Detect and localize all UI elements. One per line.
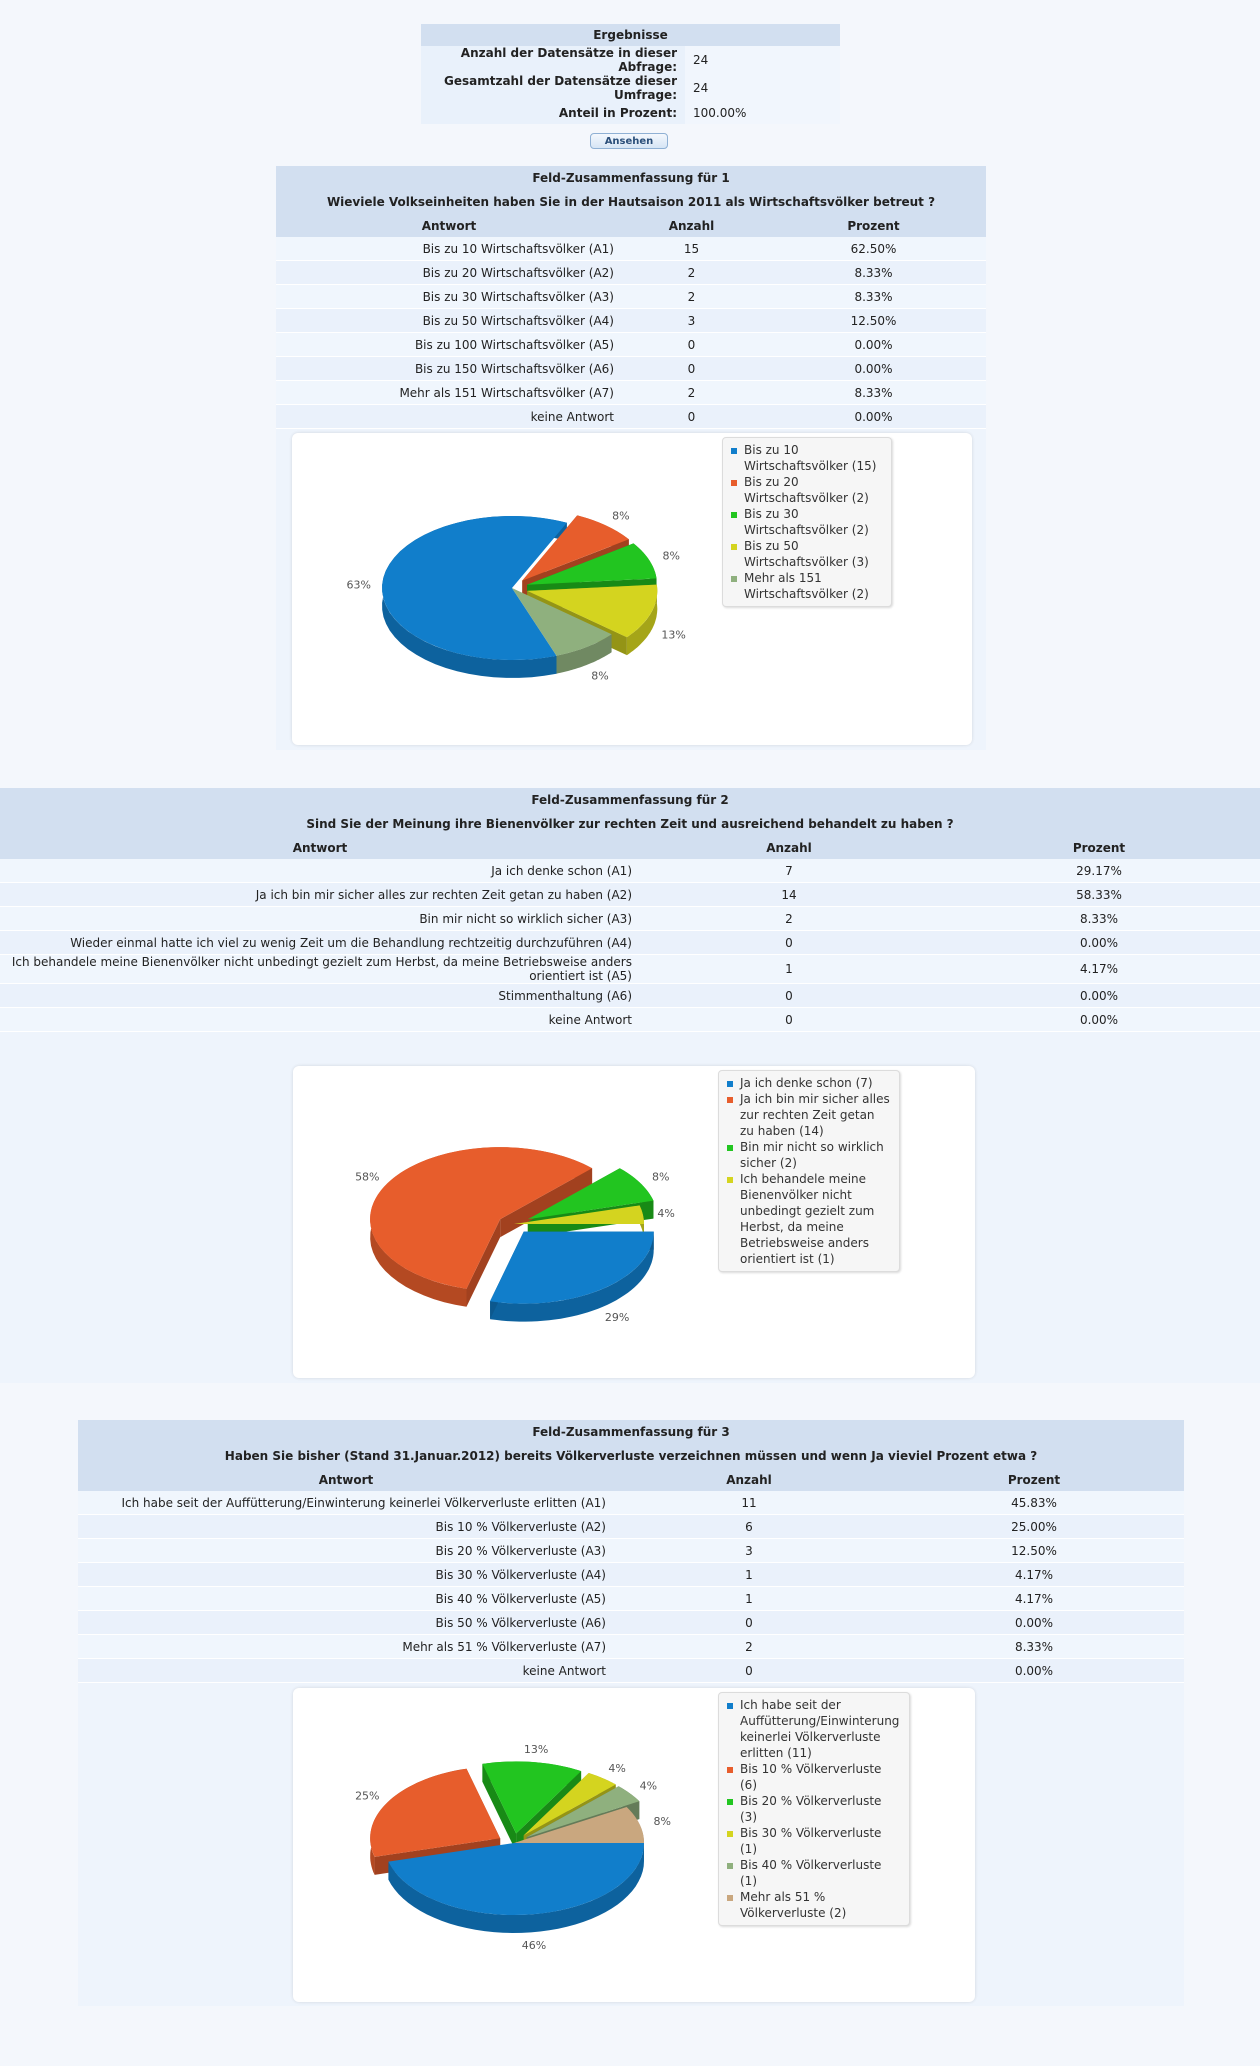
percent-cell: 8.33% [884, 1635, 1184, 1659]
col-count-header: Anzahl [622, 214, 761, 237]
answer-cell: Bin mir nicht so wirklich sicher (A3) [0, 907, 640, 931]
legend-label: Bis 30 % Völkerverluste (1) [740, 1826, 882, 1856]
table-row [78, 1587, 1184, 1611]
results-title: Ergebnisse [421, 24, 840, 46]
table-row [78, 1611, 1184, 1635]
answer-cell: Bis 50 % Völkerverluste (A6) [78, 1611, 614, 1635]
legend-label: Ja ich denke schon (7) [740, 1076, 873, 1090]
slice-label: 4% [657, 1206, 675, 1220]
legend-swatch [727, 1767, 733, 1773]
table-row [276, 357, 986, 381]
legend-item [727, 1825, 901, 1857]
legend-label: Ja ich bin mir sicher alles zur rechten Zeit getan zu haben (14) [740, 1092, 890, 1138]
legend-item [731, 570, 883, 602]
legend-swatch [731, 544, 737, 550]
answer-cell: Bis zu 100 Wirtschaftsvölker (A5) [276, 333, 622, 357]
answer-cell: Bis 40 % Völkerverluste (A5) [78, 1587, 614, 1611]
percent-cell: 12.50% [884, 1539, 1184, 1563]
percent-cell: 8.33% [761, 285, 986, 309]
percent-cell: 45.83% [884, 1491, 1184, 1515]
legend-swatch [731, 448, 737, 454]
legend-swatch [727, 1863, 733, 1869]
col-percent-header: Prozent [884, 1468, 1184, 1491]
legend-swatch [727, 1097, 733, 1103]
table-row [276, 309, 986, 333]
percent-cell: 4.17% [884, 1587, 1184, 1611]
legend-label: Bis 20 % Völkerverluste (3) [740, 1794, 882, 1824]
percent-cell: 0.00% [938, 984, 1260, 1008]
section-question: Sind Sie der Meinung ihre Bienenvölker zur rechten Zeit und ausreichend behandelt zu haben ? [0, 812, 1260, 836]
table-row [0, 907, 1260, 931]
slice-label: 63% [346, 578, 371, 592]
answer-cell: keine Antwort [276, 405, 622, 429]
answer-cell: Bis zu 10 Wirtschaftsvölker (A1) [276, 237, 622, 261]
answer-cell: Stimmenthaltung (A6) [0, 984, 640, 1008]
col-answer-header: Antwort [78, 1468, 614, 1491]
table-row [276, 381, 986, 405]
legend-swatch [731, 480, 737, 486]
legend-item [727, 1793, 901, 1825]
col-answer-header: Antwort [276, 214, 622, 237]
percent-cell: 0.00% [761, 357, 986, 381]
percent-cell: 8.33% [761, 261, 986, 285]
legend-swatch [731, 512, 737, 518]
slice-label: 29% [604, 1311, 630, 1324]
slice-label: 4% [639, 1779, 658, 1793]
col-percent-header: Prozent [761, 214, 986, 237]
answer-cell: Mehr als 51 % Völkerverluste (A7) [78, 1635, 614, 1659]
results-label: Gesamtzahl der Datensätze dieser Umfrage: [421, 74, 685, 102]
count-cell: 0 [622, 357, 761, 381]
chart-legend [722, 437, 892, 607]
section-title: Feld-Zusammenfassung für 3 [78, 1420, 1184, 1444]
slice-label: 8% [662, 549, 680, 563]
percent-cell: 58.33% [938, 883, 1260, 907]
view-button[interactable]: Ansehen [590, 133, 668, 149]
count-cell: 2 [622, 381, 761, 405]
count-cell: 0 [622, 333, 761, 357]
count-cell: 0 [640, 984, 938, 1008]
legend-label: Bis zu 50 Wirtschaftsvölker (3) [744, 539, 869, 569]
legend-item [727, 1761, 901, 1793]
summary-table [276, 166, 986, 429]
table-row [276, 333, 986, 357]
chart-panel [293, 1066, 975, 1378]
percent-cell: 8.33% [938, 907, 1260, 931]
slice-label: 13% [661, 628, 686, 642]
section-title: Feld-Zusammenfassung für 1 [276, 166, 986, 190]
table-body [276, 237, 986, 429]
table-row [0, 984, 1260, 1008]
section-question: Wieviele Volkseinheiten haben Sie in der Hautsaison 2011 als Wirtschaftsvölker betreut ? [276, 190, 986, 214]
table-row [78, 1635, 1184, 1659]
chart-legend [718, 1070, 900, 1272]
legend-item [727, 1697, 901, 1761]
results-value: 24 [685, 74, 840, 102]
percent-cell: 12.50% [761, 309, 986, 333]
slice-label: 46% [521, 1939, 547, 1953]
table-row [78, 1659, 1184, 1683]
slice-label: 8% [651, 1170, 670, 1184]
percent-cell: 0.00% [761, 333, 986, 357]
percent-cell: 0.00% [884, 1659, 1184, 1683]
percent-cell: 8.33% [761, 381, 986, 405]
legend-swatch [727, 1895, 733, 1901]
legend-label: Bis zu 30 Wirtschaftsvölker (2) [744, 507, 869, 537]
slice-label: 4% [608, 1762, 626, 1775]
legend-swatch [727, 1799, 733, 1805]
count-cell: 6 [614, 1515, 884, 1539]
legend-item [727, 1889, 901, 1921]
count-cell: 0 [640, 931, 938, 955]
count-cell: 11 [614, 1491, 884, 1515]
answer-cell: Bis zu 150 Wirtschaftsvölker (A6) [276, 357, 622, 381]
slice-label: 25% [355, 1789, 380, 1803]
percent-cell: 29.17% [938, 859, 1260, 883]
col-count-header: Anzahl [614, 1468, 884, 1491]
table-body [78, 1491, 1184, 1683]
answer-cell: Mehr als 151 Wirtschaftsvölker (A7) [276, 381, 622, 405]
slice-label: 8% [612, 509, 630, 523]
results-label: Anteil in Prozent: [421, 102, 685, 124]
answer-cell: Wieder einmal hatte ich viel zu wenig Zeit um die Behandlung rechtzeitig durchzuführen (A4) [0, 931, 640, 955]
results-table [421, 24, 840, 124]
chart-legend [718, 1692, 910, 1926]
answer-cell: Ich habe seit der Auffütterung/Einwinterung keinerlei Völkerverluste erlitten (A1) [78, 1491, 614, 1515]
count-cell: 0 [614, 1659, 884, 1683]
legend-swatch [731, 576, 737, 582]
count-cell: 2 [622, 285, 761, 309]
legend-item [731, 506, 883, 538]
table-row [276, 261, 986, 285]
slice-label: 58% [355, 1170, 380, 1184]
count-cell: 7 [640, 859, 938, 883]
summary-table [0, 788, 1260, 1032]
chart-panel [293, 1688, 975, 2002]
answer-cell: Bis zu 20 Wirtschaftsvölker (A2) [276, 261, 622, 285]
table-row [0, 1008, 1260, 1032]
percent-cell: 62.50% [761, 237, 986, 261]
results-value: 100.00% [685, 102, 840, 124]
legend-item [731, 538, 883, 570]
legend-swatch [727, 1145, 733, 1151]
count-cell: 0 [640, 1008, 938, 1032]
answer-cell: Ich behandele meine Bienenvölker nicht unbedingt gezielt zum Herbst, da meine Betriebsweise anders orientiert ist (A5) [0, 955, 640, 984]
answer-cell: keine Antwort [0, 1008, 640, 1032]
slice-label: 13% [523, 1743, 549, 1757]
slice-label: 8% [653, 1815, 671, 1828]
legend-label: Ich habe seit der Auffütterung/Einwinterung keinerlei Völkerverluste erlitten (11) [740, 1698, 900, 1760]
answer-cell: keine Antwort [78, 1659, 614, 1683]
count-cell: 14 [640, 883, 938, 907]
percent-cell: 0.00% [938, 931, 1260, 955]
legend-label: Bin mir nicht so wirklich sicher (2) [740, 1140, 884, 1170]
count-cell: 1 [640, 955, 938, 984]
legend-swatch [727, 1703, 733, 1709]
legend-item [731, 442, 883, 474]
legend-label: Bis 40 % Völkerverluste (1) [740, 1858, 882, 1888]
legend-label: Mehr als 51 % Völkerverluste (2) [740, 1890, 847, 1920]
table-row [78, 1515, 1184, 1539]
col-answer-header: Antwort [0, 836, 640, 859]
legend-swatch [727, 1081, 733, 1087]
col-count-header: Anzahl [640, 836, 938, 859]
count-cell: 15 [622, 237, 761, 261]
results-value: 24 [685, 46, 840, 74]
summary-table [78, 1420, 1184, 1683]
legend-item [731, 474, 883, 506]
answer-cell: Bis zu 50 Wirtschaftsvölker (A4) [276, 309, 622, 333]
count-cell: 3 [622, 309, 761, 333]
percent-cell: 4.17% [884, 1563, 1184, 1587]
count-cell: 3 [614, 1539, 884, 1563]
table-row [0, 955, 1260, 984]
percent-cell: 0.00% [884, 1611, 1184, 1635]
legend-item [727, 1857, 901, 1889]
col-percent-header: Prozent [938, 836, 1260, 859]
legend-label: Bis zu 20 Wirtschaftsvölker (2) [744, 475, 869, 505]
table-row [78, 1539, 1184, 1563]
legend-swatch [727, 1177, 733, 1183]
section-title: Feld-Zusammenfassung für 2 [0, 788, 1260, 812]
table-row [0, 931, 1260, 955]
slice-label: 8% [591, 669, 609, 683]
field-summary-3 [78, 1420, 1184, 2006]
legend-item [727, 1075, 891, 1091]
percent-cell: 0.00% [938, 1008, 1260, 1032]
pie-slice [490, 1232, 654, 1304]
percent-cell: 0.00% [761, 405, 986, 429]
percent-cell: 4.17% [938, 955, 1260, 984]
count-cell: 2 [614, 1635, 884, 1659]
answer-cell: Bis 30 % Völkerverluste (A4) [78, 1563, 614, 1587]
table-row [276, 237, 986, 261]
answer-cell: Bis 10 % Völkerverluste (A2) [78, 1515, 614, 1539]
percent-cell: 25.00% [884, 1515, 1184, 1539]
legend-label: Bis 10 % Völkerverluste (6) [740, 1762, 882, 1792]
field-summary-2 [0, 788, 1260, 1383]
table-row [78, 1491, 1184, 1515]
table-body [0, 859, 1260, 1032]
legend-item [727, 1091, 891, 1139]
table-row [78, 1563, 1184, 1587]
answer-cell: Bis zu 30 Wirtschaftsvölker (A3) [276, 285, 622, 309]
answer-cell: Ja ich bin mir sicher alles zur rechten Zeit getan zu haben (A2) [0, 883, 640, 907]
field-summary-1 [276, 166, 986, 750]
answer-cell: Ja ich denke schon (A1) [0, 859, 640, 883]
table-row [0, 859, 1260, 883]
chart-panel [292, 433, 972, 745]
count-cell: 2 [622, 261, 761, 285]
count-cell: 2 [640, 907, 938, 931]
count-cell: 1 [614, 1587, 884, 1611]
results-label: Anzahl der Datensätze in dieser Abfrage: [421, 46, 685, 74]
legend-item [727, 1171, 891, 1267]
answer-cell: Bis 20 % Völkerverluste (A3) [78, 1539, 614, 1563]
legend-label: Bis zu 10 Wirtschaftsvölker (15) [744, 443, 877, 473]
count-cell: 0 [622, 405, 761, 429]
legend-swatch [727, 1831, 733, 1837]
section-question: Haben Sie bisher (Stand 31.Januar.2012) bereits Völkerverluste verzeichnen müssen und wenn Ja vieviel Prozent etwa ? [78, 1444, 1184, 1468]
legend-label: Mehr als 151 Wirtschaftsvölker (2) [744, 571, 869, 601]
legend-label: Ich behandele meine Bienenvölker nicht unbedingt gezielt zum Herbst, da meine Betriebsweise anders orientiert ist (1) [740, 1172, 875, 1266]
count-cell: 0 [614, 1611, 884, 1635]
table-row [0, 883, 1260, 907]
legend-item [727, 1139, 891, 1171]
table-row [276, 405, 986, 429]
count-cell: 1 [614, 1563, 884, 1587]
table-row [276, 285, 986, 309]
